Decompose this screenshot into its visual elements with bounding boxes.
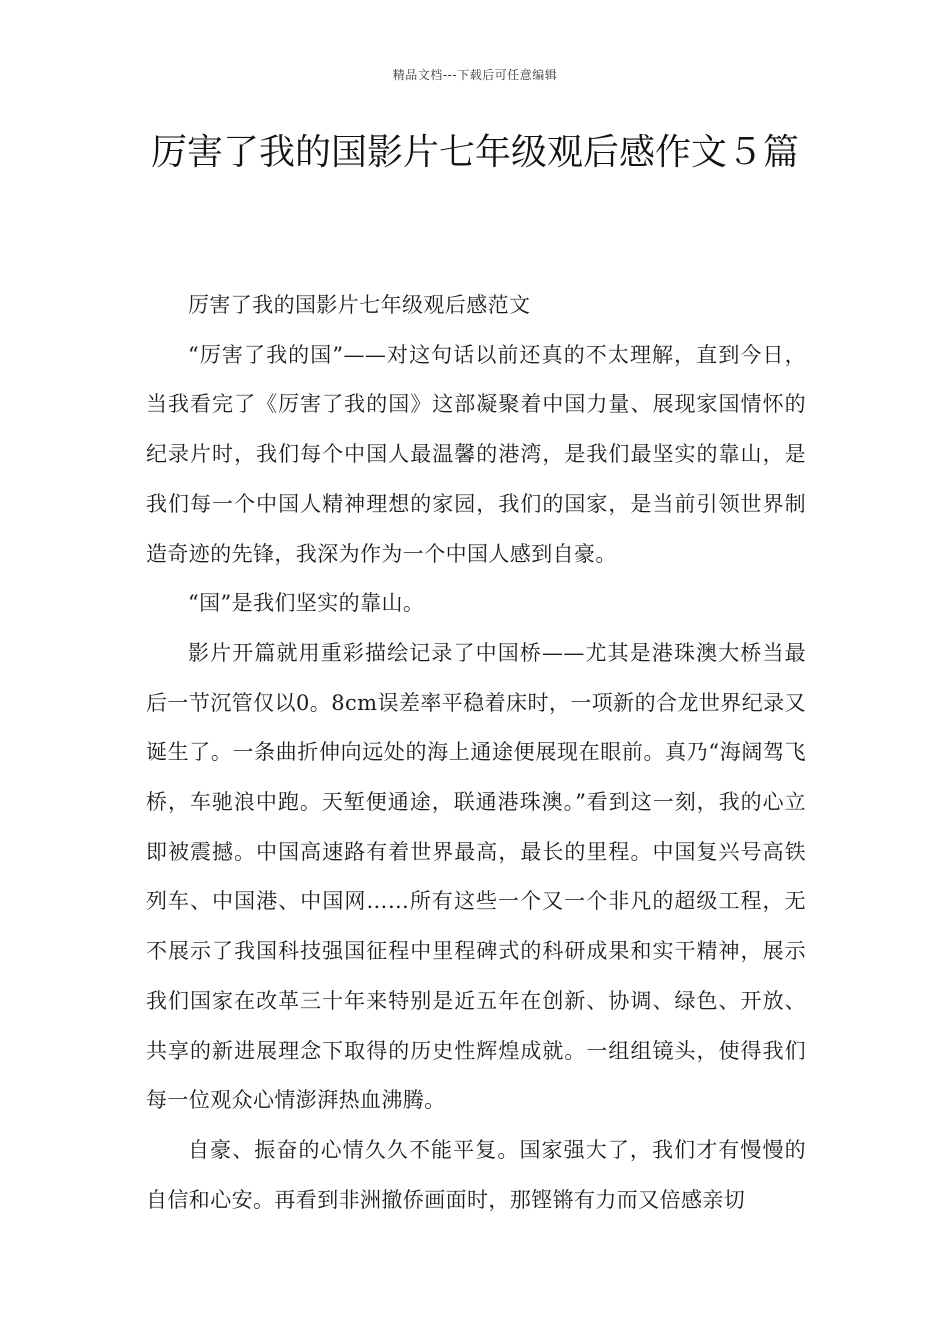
paragraph: 影片开篇就用重彩描绘记录了中国桥——尤其是港珠澳大桥当最后一节沉管仅以0。8cm误差率平稳着床时，一项新的合龙世界纪录又诞生了。一条曲折伸向远处的海上通途便展现在眼前。真乃“海阔驾飞桥，车驰浪中跑。天堑便通途，联通港珠澳。”看到这一刻，我的心立即被震撼。中国高速路有着世界最高，最长的里程。中国复兴号高铁列车、中国港、中国网……所有这些一个又一个非凡的超级工程，无不展示了我国科技强国征程中里程碑式的科研成果和实干精神，展示我们国家在改革三十年来特别是近五年在创新、协调、绿色、开放、共享的新进展理念下取得的历史性辉煌成就。一组组镜头，使得我们每一位观众心情澎湃热血沸腾。 bbox=[146, 640, 806, 1113]
paragraph-subtitle: 厉害了我的国影片七年级观后感范文 bbox=[188, 293, 531, 317]
page-header: 精品文档---下载后可任意编辑 bbox=[392, 68, 558, 82]
paragraph: “国”是我们坚实的靠山。 bbox=[188, 591, 425, 616]
paragraph: “厉害了我的国”——对这句话以前还真的不太理解，直到今日，当我看完了《厉害了我的国》这部凝聚着中国力量、展现家国情怀的纪录片时，我们每个中国人最温馨的港湾，是我们最坚实的靠山，是我们每一个中国人精神理想的家园，我们的国家，是当前引领世界制造奇迹的先锋，我深为作为一个中国人感到自豪。 bbox=[146, 342, 806, 566]
document-body bbox=[146, 281, 806, 1225]
paragraph: 自豪、振奋的心情久久不能平复。国家强大了，我们才有慢慢的自信和心安。再看到非洲撤侨画面时，那铿锵有力而又倍感亲切 bbox=[146, 1137, 806, 1212]
document-title: 厉害了我的国影片七年级观后感作文５篇 bbox=[150, 132, 799, 173]
